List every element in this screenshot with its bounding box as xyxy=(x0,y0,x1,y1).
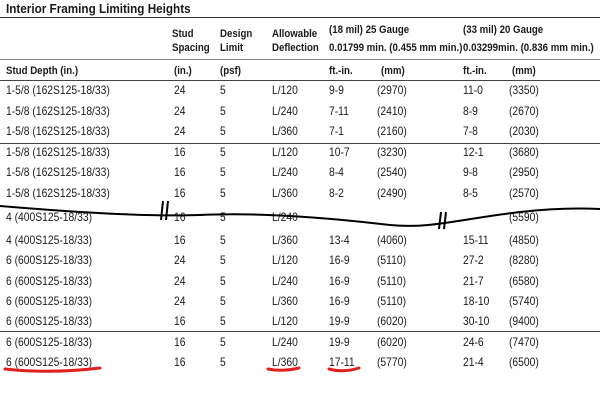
cell-deflection: L/120 xyxy=(272,145,298,159)
cell-height-20-ftin: 21-4 xyxy=(463,355,484,369)
cell-height-20-mm: (2030) xyxy=(509,124,539,138)
cell-height-20-ftin: 9-8 xyxy=(463,165,478,179)
cell-height-25-ftin: 17-11 xyxy=(329,355,355,369)
cell-deflection: L/360 xyxy=(272,186,298,200)
cell-height-25-mm: (4060) xyxy=(377,233,407,247)
cell-height-20-ftin: 24-6 xyxy=(463,335,484,349)
cell-height-20-mm: (2950) xyxy=(509,165,539,179)
cell-height-20-mm: (6500) xyxy=(509,355,539,369)
cell-height-25-ftin: 7-11 xyxy=(329,104,349,118)
cell-stud-spacing: 24 xyxy=(174,274,186,288)
cell-height-25-mm: (5110) xyxy=(377,253,407,267)
cell-design-limit: 5 xyxy=(220,355,226,369)
cell-stud-spacing: 24 xyxy=(174,253,186,267)
cell-height-25-ftin: 16-9 xyxy=(329,294,350,308)
cell-stud-depth: 4 (400S125-18/33) xyxy=(6,233,93,247)
cell-deflection: L/120 xyxy=(272,314,298,328)
cell-height-25-mm: (6020) xyxy=(377,335,407,349)
cell-stud-depth: 6 (600S125-18/33) xyxy=(6,335,93,349)
cell-design-limit: 5 xyxy=(220,124,226,138)
cell-height-25-ftin: 16-9 xyxy=(329,274,350,288)
cell-stud-depth: 6 (600S125-18/33) xyxy=(6,294,93,308)
cell-height-25-mm: (2540) xyxy=(377,165,407,179)
cell-design-limit: 5 xyxy=(220,274,226,288)
cell-stud-spacing: 24 xyxy=(174,294,186,308)
header-design-limit-1: Design xyxy=(220,28,253,40)
cell-height-20-ftin: 27-2 xyxy=(463,253,484,267)
header-design-limit-2: Limit xyxy=(220,42,244,54)
underline-deflection xyxy=(268,368,299,370)
break-mark-left-icon xyxy=(161,201,168,220)
cell-stud-depth: 6 (600S125-18/33) xyxy=(6,314,93,328)
cell-height-20-mm: (3350) xyxy=(509,83,539,97)
cell-stud-spacing: 16 xyxy=(174,335,186,349)
cell-design-limit: 5 xyxy=(220,210,226,224)
unit-mm-25: (mm) xyxy=(381,65,405,77)
header-gauge25-2: 0.01799 min. (0.455 mm min.) xyxy=(329,42,463,54)
cell-height-20-mm: (5590) xyxy=(509,210,539,224)
cell-stud-spacing: 24 xyxy=(174,83,186,97)
unit-stud-depth: Stud Depth (in.) xyxy=(6,65,79,77)
cell-height-25-mm: (2410) xyxy=(377,104,407,118)
cell-stud-depth: 6 (600S125-18/33) xyxy=(6,274,93,288)
cell-deflection: L/360 xyxy=(272,124,298,138)
unit-limit: (psf) xyxy=(220,65,241,77)
cell-stud-depth: 6 (600S125-18/33) xyxy=(6,253,93,267)
underline-height xyxy=(329,368,359,371)
unit-ftin-20: ft.-in. xyxy=(463,65,487,77)
cell-height-20-mm: (5740) xyxy=(509,294,539,308)
cell-stud-spacing: 16 xyxy=(174,233,186,247)
unit-mm-20: (mm) xyxy=(512,65,536,77)
cell-height-25-mm: (5110) xyxy=(377,274,407,288)
cell-stud-spacing: 16 xyxy=(174,186,186,200)
cell-deflection: L/120 xyxy=(272,83,298,97)
cell-height-25-mm: (6020) xyxy=(377,314,407,328)
cell-stud-depth: 1-5/8 (162S125-18/33) xyxy=(6,186,110,200)
cell-deflection: L/240 xyxy=(272,335,298,349)
cell-stud-depth: 1-5/8 (162S125-18/33) xyxy=(6,104,110,118)
cell-height-25-ftin: 8-4 xyxy=(329,165,344,179)
cell-deflection: L/240 xyxy=(272,165,298,179)
cell-stud-spacing: 16 xyxy=(174,314,186,328)
cell-height-25-ftin: 7-1 xyxy=(329,124,344,138)
underline-stud-depth xyxy=(5,368,100,371)
cell-stud-depth: 1-5/8 (162S125-18/33) xyxy=(6,165,110,179)
cell-design-limit: 5 xyxy=(220,145,226,159)
cell-height-20-mm: (6580) xyxy=(509,274,539,288)
cell-height-25-ftin: 13-4 xyxy=(329,233,350,247)
cell-height-25-mm: (5770) xyxy=(377,355,407,369)
cell-deflection: L/240 xyxy=(272,104,298,118)
break-line xyxy=(0,206,600,226)
cell-design-limit: 5 xyxy=(220,253,226,267)
cell-height-20-ftin: 18-10 xyxy=(463,294,490,308)
header-stud-spacing-1: Stud xyxy=(172,28,194,40)
header-stud-spacing-2: Spacing xyxy=(172,42,210,54)
cell-height-25-mm: (2490) xyxy=(377,186,407,200)
cell-stud-depth: 1-5/8 (162S125-18/33) xyxy=(6,83,110,97)
header-gauge20-1: (33 mil) 20 Gauge xyxy=(463,24,544,36)
header-gauge25-1: (18 mil) 25 Gauge xyxy=(329,24,410,36)
cell-stud-spacing: 16 xyxy=(174,165,186,179)
cell-stud-spacing: 16 xyxy=(174,355,186,369)
cell-deflection: L/120 xyxy=(272,253,298,267)
cell-height-20-mm: (9400) xyxy=(509,314,539,328)
cell-height-25-ftin: 19-9 xyxy=(329,335,350,349)
cell-design-limit: 5 xyxy=(220,314,226,328)
cell-height-20-mm: (4850) xyxy=(509,233,539,247)
cell-deflection: L/240 xyxy=(272,210,298,224)
cell-height-20-mm: (3680) xyxy=(509,145,539,159)
cell-design-limit: 5 xyxy=(220,335,226,349)
cell-height-25-mm: (5110) xyxy=(377,294,407,308)
cell-height-25-mm: (3230) xyxy=(377,145,407,159)
cell-stud-spacing: 16 xyxy=(174,145,186,159)
cell-height-20-mm: (7470) xyxy=(509,335,539,349)
header-gauge20-2: 0.03299min. (0.836 mm min.) xyxy=(463,42,594,54)
cell-stud-spacing: 24 xyxy=(174,104,186,118)
cell-height-25-ftin: 9-9 xyxy=(329,83,344,97)
header-deflection-1: Allowable xyxy=(272,28,318,40)
cell-stud-depth: 1-5/8 (162S125-18/33) xyxy=(6,145,110,159)
cell-height-20-mm: (2570) xyxy=(509,186,539,200)
unit-ftin-25: ft.-in. xyxy=(329,65,353,77)
cell-height-20-ftin: 8-5 xyxy=(463,186,478,200)
header-deflection-2: Deflection xyxy=(272,42,319,54)
cell-stud-depth: 6 (600S125-18/33) xyxy=(6,355,93,369)
cell-deflection: L/360 xyxy=(272,233,298,247)
cell-stud-spacing: 16 xyxy=(174,210,186,224)
cell-height-20-mm: (8280) xyxy=(509,253,539,267)
cell-stud-depth: 4 (400S125-18/33) xyxy=(6,210,93,224)
cell-deflection: L/360 xyxy=(272,355,298,369)
cell-deflection: L/240 xyxy=(272,274,298,288)
cell-height-20-mm: (2670) xyxy=(509,104,539,118)
cell-design-limit: 5 xyxy=(220,104,226,118)
cell-height-20-ftin: 30-10 xyxy=(463,314,490,328)
cell-height-25-ftin: 16-9 xyxy=(329,253,350,267)
cell-stud-spacing: 24 xyxy=(174,124,186,138)
cell-height-25-ftin: 19-9 xyxy=(329,314,350,328)
cell-design-limit: 5 xyxy=(220,83,226,97)
cell-design-limit: 5 xyxy=(220,186,226,200)
cell-height-25-ftin: 8-2 xyxy=(329,186,344,200)
cell-design-limit: 5 xyxy=(220,233,226,247)
cell-height-20-ftin: 21-7 xyxy=(463,274,484,288)
cell-stud-depth: 1-5/8 (162S125-18/33) xyxy=(6,124,110,138)
cell-height-20-ftin: 8-9 xyxy=(463,104,478,118)
cell-height-20-ftin: 15-11 xyxy=(463,233,489,247)
cell-design-limit: 5 xyxy=(220,165,226,179)
table-title: Interior Framing Limiting Heights xyxy=(6,1,191,16)
cell-deflection: L/360 xyxy=(272,294,298,308)
cell-height-25-mm: (2160) xyxy=(377,124,407,138)
cell-height-20-ftin: 7-8 xyxy=(463,124,478,138)
cell-height-20-ftin: 11-0 xyxy=(463,83,483,97)
break-mark-right-icon xyxy=(439,212,446,229)
cell-height-20-ftin: 12-1 xyxy=(463,145,484,159)
unit-spacing: (in.) xyxy=(174,65,192,77)
cell-height-25-mm: (2970) xyxy=(377,83,407,97)
cell-height-25-ftin: 10-7 xyxy=(329,145,350,159)
cell-design-limit: 5 xyxy=(220,294,226,308)
